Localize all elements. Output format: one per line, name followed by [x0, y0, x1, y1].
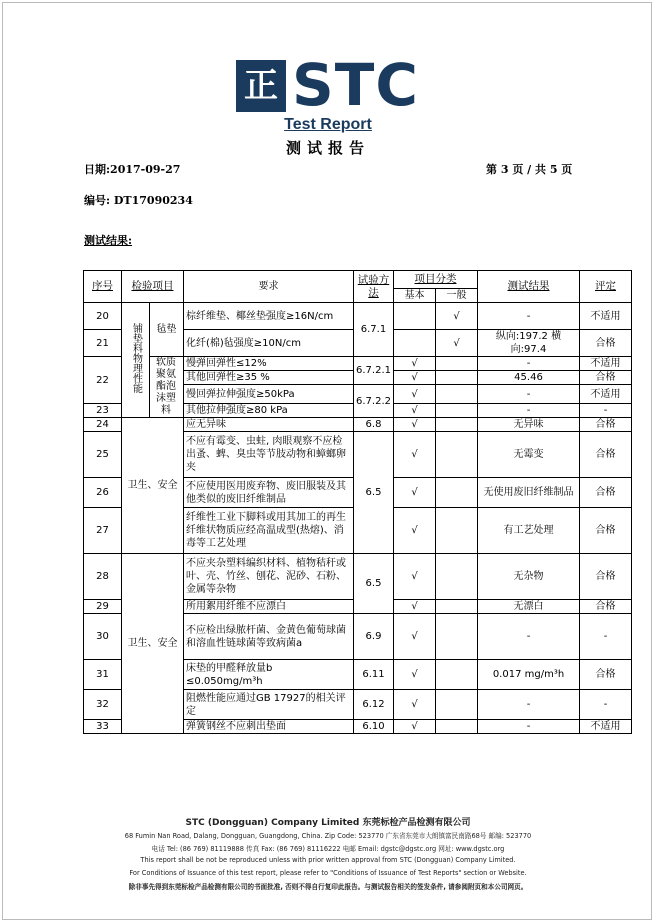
footer-contact: 电话 Tel: (86 769) 81119888 传真 Fax: (86 769) 81116222 电邮 Email: dgstc@dgstc.org 网址: www.dgstc.org [151, 845, 505, 853]
row-result: - [478, 614, 580, 660]
row-verdict: 合格 [580, 418, 632, 432]
row-verdict: 合格 [580, 432, 632, 478]
row-no: 25 [84, 432, 122, 478]
row-general [436, 660, 478, 690]
header-seq: 序号 [84, 271, 122, 303]
row-result: - [478, 385, 580, 404]
row-basic: √ [394, 554, 436, 600]
row-verdict: 合格 [580, 554, 632, 600]
row-method: 6.10 [354, 720, 394, 734]
row-no: 21 [84, 330, 122, 357]
row-req: 慢弹回弹性≤12% [184, 357, 354, 371]
row-general: √ [436, 330, 478, 357]
report-date: 日期:2017-09-27 [84, 163, 181, 176]
row-basic: √ [394, 614, 436, 660]
row-verdict: 不适用 [580, 357, 632, 371]
row-general [436, 357, 478, 371]
row-basic: √ [394, 478, 436, 508]
row-no: 33 [84, 720, 122, 734]
row-general [436, 418, 478, 432]
group-hygiene-2: 卫生、安全 [122, 554, 184, 734]
row-verdict: 不适用 [580, 385, 632, 404]
row-general [436, 508, 478, 554]
row-no: 28 [84, 554, 122, 600]
row-method: 6.5 [354, 554, 394, 614]
row-req: 其他拉伸强度≥80 kPa [184, 404, 354, 418]
row-basic [394, 330, 436, 357]
row-req: 棕纤维垫、椰丝垫强度≥16N/cm [184, 303, 354, 330]
row-no: 30 [84, 614, 122, 660]
row-req: 不应夹杂塑料编织材料、植物秸秆或叶、壳、竹丝、刨花、泥砂、石粉、金属等杂物 [184, 554, 354, 600]
row-general [436, 432, 478, 478]
row-req: 所用絮用纤维不应漂白 [184, 600, 354, 614]
header-row [84, 271, 632, 289]
row-verdict: 合格 [580, 508, 632, 554]
header-basic: 基本 [394, 289, 436, 303]
row-result: 无使用废旧纤维制品 [478, 478, 580, 508]
footer-notice-2: For Conditions of Issuance of this test report, please refer to "Conditions of Issuance of Test Reports" section or Website. [129, 869, 527, 877]
row-req: 不应有霉变、虫蛀, 肉眼观察不应检出蚤、蜱、臭虫等节肢动物和蟑螂卵夹 [184, 432, 354, 478]
row-req: 纤维性工业下脚料或用其加工的再生纤维状物质应经高温成型(热熔)、消毒等工艺处理 [184, 508, 354, 554]
row-result: - [478, 404, 580, 418]
row-req: 不应检出绿脓杆菌、金黄色葡萄球菌和溶血性链球菌等致病菌a [184, 614, 354, 660]
row-verdict: - [580, 690, 632, 720]
row-basic: √ [394, 357, 436, 371]
row-method: 6.8 [354, 418, 394, 432]
row-no: 31 [84, 660, 122, 690]
row-method: 6.9 [354, 614, 394, 660]
group-felt: 毡垫 [150, 303, 184, 357]
header-item: 检验项目 [122, 271, 184, 303]
report-title-cn: 测试报告 [285, 139, 370, 157]
row-verdict: 不适用 [580, 720, 632, 734]
row-general [436, 404, 478, 418]
row-general [436, 371, 478, 385]
stc-logo-text: STC [292, 51, 419, 119]
row-no: 27 [84, 508, 122, 554]
row-no: 26 [84, 478, 122, 508]
row-basic: √ [394, 508, 436, 554]
row-method: 6.7.1 [354, 303, 394, 357]
group-hygiene-1: 卫生、安全 [122, 418, 184, 554]
row-basic [394, 303, 436, 330]
row-req: 其他回弹性≥35 % [184, 371, 354, 385]
row-general [436, 478, 478, 508]
row-basic: √ [394, 600, 436, 614]
row-result: 无异味 [478, 418, 580, 432]
row-no: 23 [84, 404, 122, 418]
row-req: 慢回弹拉伸强度≥50kPa [184, 385, 354, 404]
table-row [84, 303, 632, 330]
row-method: 6.11 [354, 660, 394, 690]
results-label: 测试结果: [84, 234, 133, 247]
row-basic: √ [394, 404, 436, 418]
row-result: 无杂物 [478, 554, 580, 600]
row-basic: √ [394, 385, 436, 404]
footer-notice-1: This report shall be not be reproduced unless with prior written approval from STC (Dongguan) Company Limited. [140, 856, 516, 864]
footer-address: 68 Fumin Nan Road, Dalang, Dongguan, Guangdong, China. Zip Code: 523770 广东省东莞市大朗镇富民南路68号 邮编: 523770 [124, 832, 532, 840]
row-result: - [478, 303, 580, 330]
row-general [436, 554, 478, 600]
row-verdict: 合格 [580, 371, 632, 385]
row-general [436, 614, 478, 660]
row-result: 45.46 [478, 371, 580, 385]
row-req: 床垫的甲醛释放量b ≤0.050mg/m³h [184, 660, 354, 690]
row-result: 无漂白 [478, 600, 580, 614]
row-verdict: - [580, 404, 632, 418]
row-req: 弹簧钢丝不应刺出垫面 [184, 720, 354, 734]
row-result: 有工艺处理 [478, 508, 580, 554]
header-result: 测试结果 [478, 271, 580, 303]
row-result: 无霉变 [478, 432, 580, 478]
report-number: 编号: DT17090234 [84, 194, 193, 207]
row-general [436, 690, 478, 720]
row-result: 纵向:197.2 横向:97.4 [478, 330, 580, 357]
header-verdict: 评定 [580, 271, 632, 303]
row-result: - [478, 690, 580, 720]
group-foam: 软质聚氨酯泡沫塑料 [150, 357, 184, 418]
row-req: 不应使用医用废弃物、废旧服装及其他类似的废旧纤维制品 [184, 478, 354, 508]
page-indicator: 第 3 页 / 共 5 页 [486, 163, 573, 176]
row-no: 29 [84, 600, 122, 614]
row-method: 6.5 [354, 432, 394, 554]
row-no: 24 [84, 418, 122, 432]
table-row [84, 418, 632, 432]
row-method: 6.7.2.2 [354, 385, 394, 418]
row-basic: √ [394, 690, 436, 720]
row-verdict: 合格 [580, 478, 632, 508]
row-no: 20 [84, 303, 122, 330]
row-general: √ [436, 303, 478, 330]
row-basic: √ [394, 371, 436, 385]
row-verdict: 合格 [580, 330, 632, 357]
results-table [83, 270, 632, 734]
header-method: 试验方法 [354, 271, 394, 303]
footer-company: STC (Dongguan) Company Limited 东莞标检产品检测有限公司 [185, 818, 471, 828]
row-verdict: - [580, 614, 632, 660]
table-row [84, 554, 632, 600]
row-method: 6.7.2.1 [354, 357, 394, 385]
header-general: 一般 [436, 289, 478, 303]
row-basic: √ [394, 432, 436, 478]
row-no: 22 [84, 357, 122, 404]
row-general [436, 600, 478, 614]
row-method: 6.12 [354, 690, 394, 720]
header-req: 要求 [184, 271, 354, 303]
row-result: 0.017 mg/m³h [478, 660, 580, 690]
report-title-en: Test Report [284, 116, 372, 133]
row-verdict: 合格 [580, 660, 632, 690]
footer-notice-3: 除非事先得到东莞标检产品检测有限公司的书面批准, 否则不得自行复印此报告。与测试报告相关的签发条件, 请参阅附页和本公司网页。 [128, 883, 528, 891]
group-physical: 铺垫料物理性能 [122, 303, 150, 418]
row-no: 32 [84, 690, 122, 720]
row-general [436, 385, 478, 404]
row-verdict: 不适用 [580, 303, 632, 330]
row-req: 化纤(棉)毡强度≥10N/cm [184, 330, 354, 357]
header-class: 项目分类 [394, 271, 478, 289]
row-verdict: 合格 [580, 600, 632, 614]
stc-logo-mark: 正 [236, 60, 286, 112]
row-req: 阻燃性能应通过GB 17927的相关评定 [184, 690, 354, 720]
row-general [436, 720, 478, 734]
row-result: - [478, 357, 580, 371]
row-basic: √ [394, 660, 436, 690]
row-basic: √ [394, 720, 436, 734]
row-result: - [478, 720, 580, 734]
row-basic: √ [394, 418, 436, 432]
stc-logo [236, 51, 422, 119]
row-req: 应无异味 [184, 418, 354, 432]
table-row [84, 357, 632, 371]
